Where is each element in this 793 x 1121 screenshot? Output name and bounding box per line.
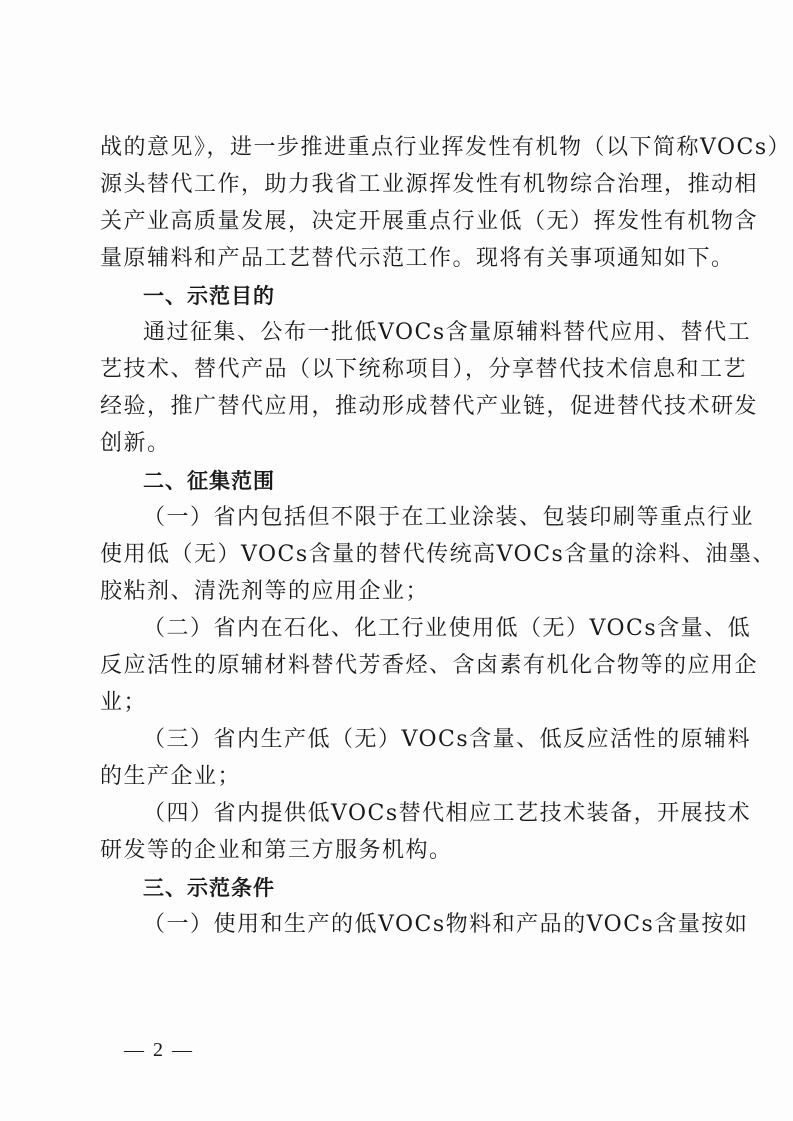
body-text-line: （一）省内包括但不限于在工业涂装、包装印刷等重点行业 xyxy=(143,505,755,530)
body-text-line: 战的意见》，进一步推进重点行业挥发性有机物（以下简称VOCs） xyxy=(100,135,792,160)
body-text-line: 量原辅料和产品工艺替代示范工作。现将有关事项通知如下。 xyxy=(100,246,735,271)
body-text-line: 源头替代工作，助力我省工业源挥发性有机物综合治理，推动相 xyxy=(100,172,759,197)
body-text-line: （三）省内生产低（无）VOCs含量、低反应活性的原辅料 xyxy=(143,727,752,752)
body-text-line: 创新。 xyxy=(100,431,171,456)
body-text-line: 艺技术、替代产品（以下统称项目），分享替代技术信息和工艺 xyxy=(100,357,748,382)
body-text-line: 通过征集、公布一批低VOCs含量原辅料替代应用、替代工 xyxy=(143,320,752,345)
body-text-line: 反应活性的原辅材料替代芳香烃、含卤素有机化合物等的应用企 xyxy=(100,653,759,678)
body-text-line: 的生产企业； xyxy=(100,764,242,789)
section-heading: 二、征集范围 xyxy=(143,469,275,493)
body-text-line: （四）省内提供低VOCs替代相应工艺技术装备，开展技术 xyxy=(143,801,752,826)
body-text-line: 胶粘剂、清洗剂等的应用企业； xyxy=(100,579,430,604)
body-text-line: （二）省内在石化、化工行业使用低（无）VOCs含量、低 xyxy=(143,616,752,641)
body-text-line: 业； xyxy=(100,690,148,715)
body-text-line: 使用低（无）VOCs含量的替代传统高VOCs含量的涂料、油墨、 xyxy=(100,542,776,567)
section-heading: 三、示范条件 xyxy=(143,876,275,900)
body-text-line: 研发等的企业和第三方服务机构。 xyxy=(100,838,453,863)
page-number: — 2 — xyxy=(124,1039,194,1061)
body-text-line: 关产业高质量发展，决定开展重点行业低（无）挥发性有机物含 xyxy=(100,209,759,234)
section-heading: 一、示范目的 xyxy=(143,284,275,308)
body-text-line: 经验，推广替代应用，推动形成替代产业链，促进替代技术研发 xyxy=(100,394,759,419)
body-text-line: （一）使用和生产的低VOCs物料和产品的VOCs含量按如 xyxy=(143,912,749,937)
